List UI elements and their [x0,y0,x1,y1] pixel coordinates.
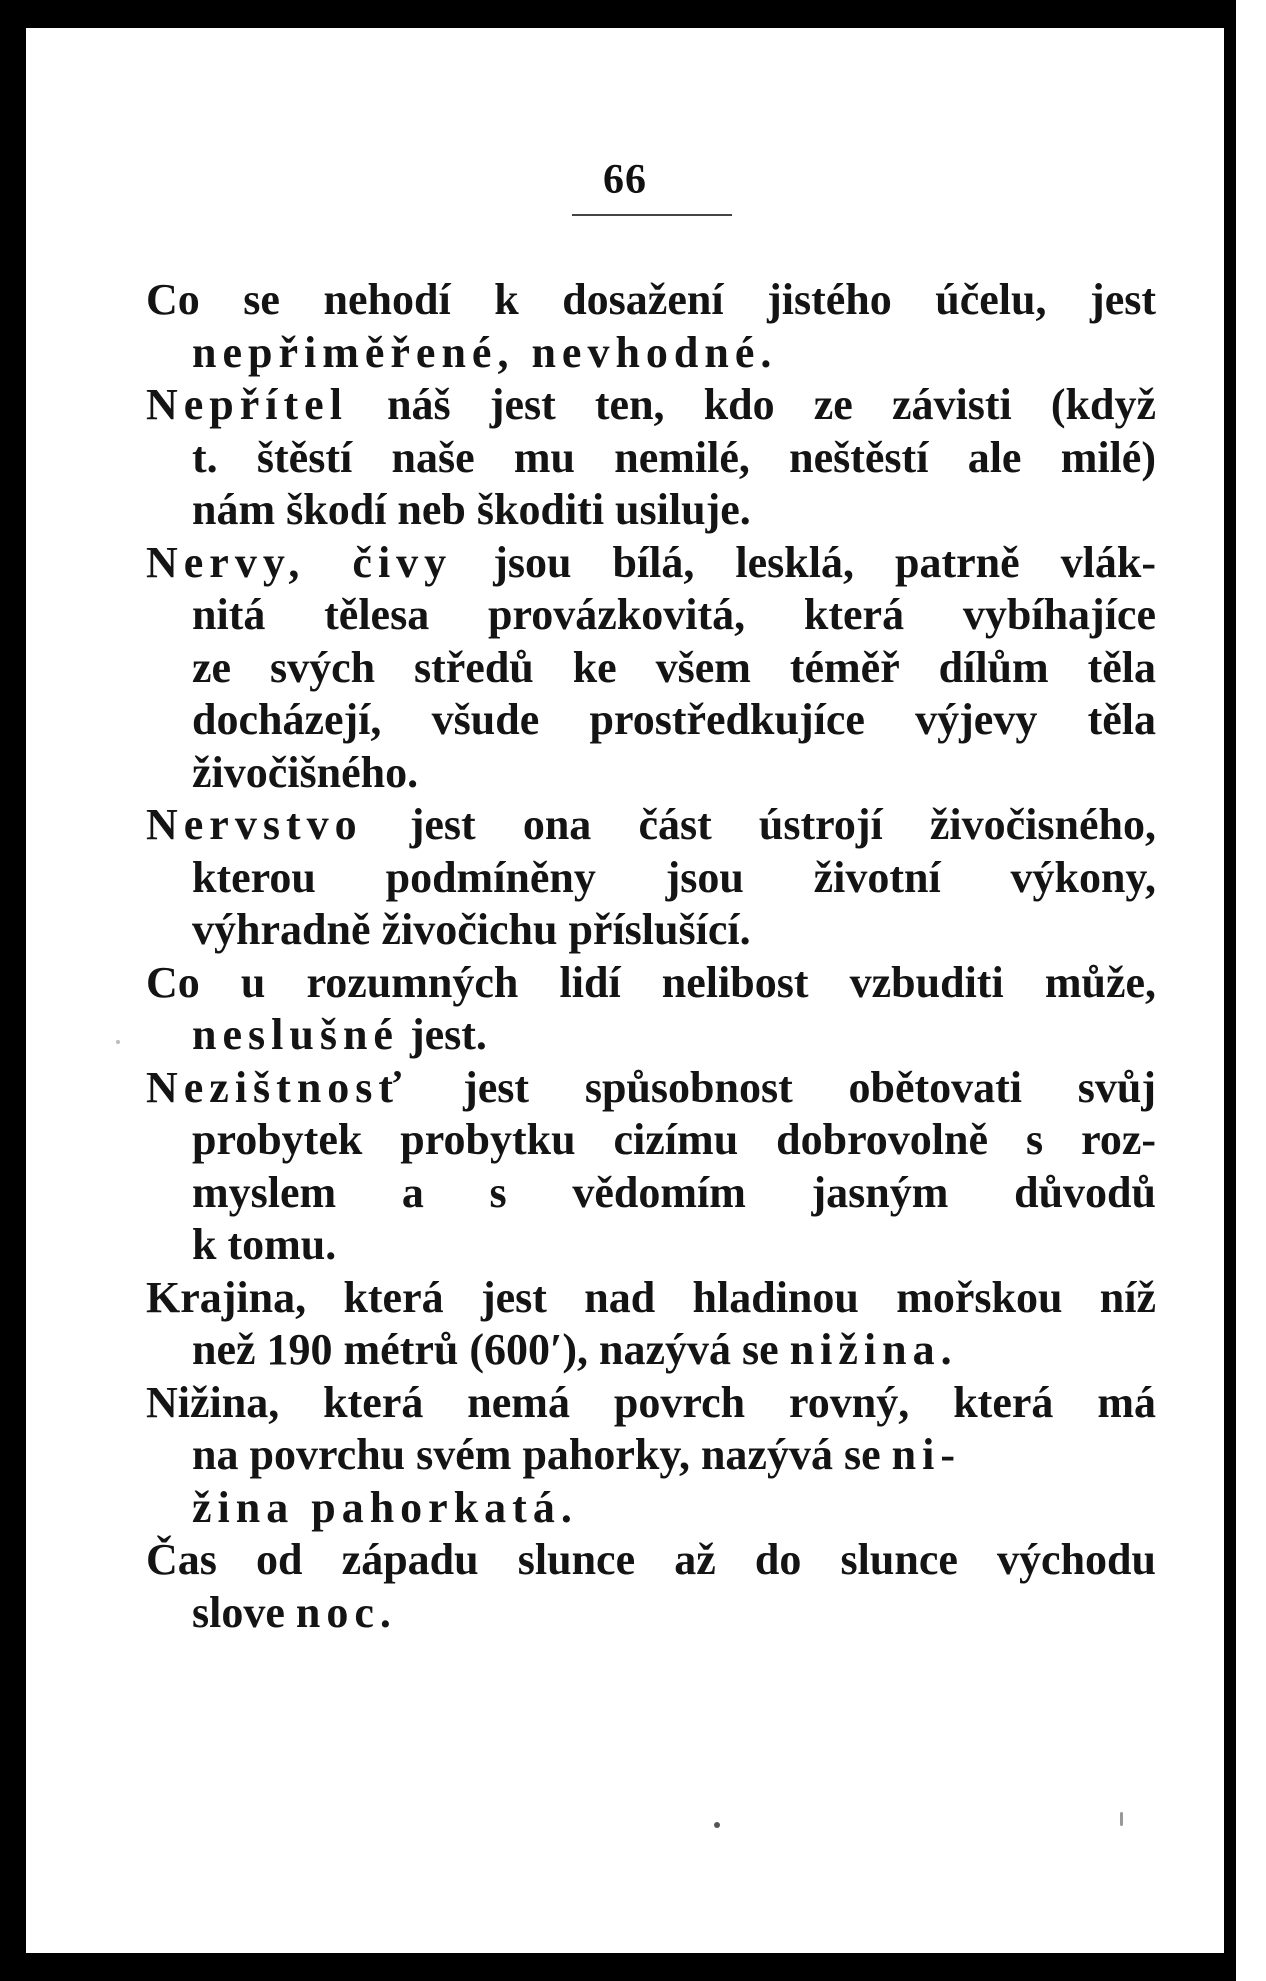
text-line [146,379,1156,432]
text-run: . [379,1587,391,1637]
text-run: Co se nehodí k dosažení jistého účelu, jest [146,275,1156,324]
text-line [146,694,1156,747]
spaced-term: neslušné [192,1010,399,1059]
text-run: Co u rozumných lidí nelibost vzbuditi může, [146,957,1156,1007]
spaced-term: noc [295,1587,380,1637]
book-page [26,28,1224,1953]
ink-speck [116,1040,120,1044]
body-text [146,274,1156,1639]
text-run: náš jest ten, kdo ze závisti (když [347,380,1156,429]
text-line [146,1167,1156,1220]
page-number-rule [572,214,732,216]
text-run: t. štěstí naše mu nemilé, neštěstí ale milé) [192,432,1156,482]
text-run: ze svých středů ke všem téměř dílům těla [192,642,1156,692]
paragraph [146,537,1156,800]
spaced-term: nepřiměřené, nevhodné. [192,327,778,377]
page-number: 66 [603,157,647,203]
text-line [146,852,1156,905]
text-line [146,1482,1156,1535]
spaced-term: Nezištnosť [146,1062,408,1112]
text-run: Nižina, která nemá povrch rovný, která má [146,1377,1156,1427]
text-line [146,1114,1156,1167]
text-run: myslem a s vědomím jasným důvodů [192,1167,1156,1217]
text-run: kterou podmíněny jsou životní výkony, [192,852,1156,902]
text-line [146,1272,1156,1325]
text-line [146,1009,1156,1062]
paragraph [146,799,1156,957]
text-run: . [940,1325,952,1374]
text-run: na povrchu svém pahorky, nazývá se [192,1430,892,1479]
text-line [146,957,1156,1010]
text-line [146,327,1156,380]
text-run: jsou bílá, lesklá, patrně vlák- [452,537,1156,587]
scan-margin [1236,0,1266,1981]
paragraph [146,1272,1156,1377]
text-run: slove [192,1587,296,1637]
text-line [146,1587,1156,1640]
text-run: probytek probytku cizímu dobrovolně s roz- [192,1115,1156,1164]
text-line [146,904,1156,957]
spaced-term: nižina [789,1325,941,1374]
paragraph [146,1377,1156,1535]
paragraph [146,1062,1156,1272]
text-run: . [560,1482,572,1532]
text-line [146,1534,1156,1587]
text-line [146,484,1156,537]
spaced-term: žina pahorkatá [192,1482,561,1532]
text-run: živočišného. [192,747,419,797]
text-line [146,537,1156,590]
text-line [146,799,1156,852]
text-line [146,432,1156,485]
text-line [146,274,1156,327]
text-line [146,589,1156,642]
paragraph [146,1534,1156,1639]
spaced-term: Nervy, čivy [146,537,453,587]
text-line [146,1062,1156,1115]
text-line [146,1219,1156,1272]
paragraph [146,379,1156,537]
text-line [146,747,1156,800]
text-run: docházejí, všude prostředkujíce výjevy těla [192,695,1156,744]
text-run: jest spůsobnost obětovati svůj [407,1062,1156,1112]
text-line [146,642,1156,695]
paragraph [146,274,1156,379]
text-run: než 190 métrů (600′), nazývá se [192,1325,790,1374]
spaced-term: ni- [891,1430,961,1479]
text-run: Krajina, která jest nad hladinou mořskou níž [146,1272,1156,1322]
spaced-term: Nepřítel [146,380,348,429]
ink-speck [714,1822,720,1828]
text-run: jest ona část ústrojí živočisného, [362,800,1156,849]
text-run: výhradně živočichu příslušící. [192,905,751,954]
text-line [146,1429,1156,1482]
spaced-term: Nervstvo [146,800,363,849]
text-line [146,1377,1156,1430]
text-run: nám škodí neb škoditi usiluje. [192,485,751,534]
text-run: Čas od západu slunce až do slunce východu [146,1535,1156,1584]
ink-speck [1120,1812,1123,1826]
text-run: jest. [398,1010,487,1059]
text-run: k tomu. [192,1220,337,1269]
text-line [146,1324,1156,1377]
text-run: nitá tělesa provázkovitá, která vybíhajíce [192,590,1156,639]
paragraph [146,957,1156,1062]
